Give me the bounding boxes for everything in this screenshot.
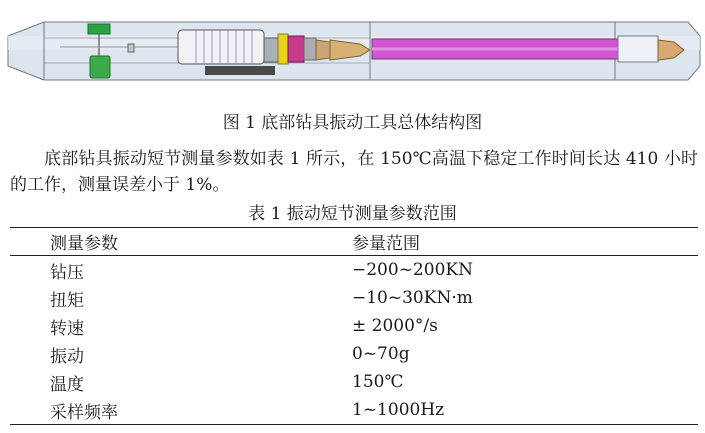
table-header-row (10, 228, 698, 256)
table-row (10, 312, 698, 340)
parameter-range: ± 2000°/s (352, 316, 438, 336)
parameter-range: 1~1000Hz (352, 400, 445, 420)
table-row (10, 396, 698, 425)
parameter-name: 扭矩 (50, 290, 84, 311)
parameter-name: 温度 (50, 374, 84, 395)
parameter-range: 0~70g (352, 344, 410, 364)
table-caption: 表 1 振动短节测量参数范围 (248, 204, 457, 224)
table-row (10, 340, 698, 368)
description-paragraph (10, 146, 698, 198)
header-range: 参量范围 (352, 234, 420, 254)
table-row (10, 368, 698, 396)
parameter-range: 150℃ (352, 372, 404, 392)
table-row (10, 284, 698, 312)
header-parameter: 测量参数 (50, 234, 118, 254)
parameter-name: 采样频率 (50, 402, 118, 423)
measurement-parameter-table (10, 227, 698, 425)
parameter-name: 钻压 (50, 262, 84, 283)
tool-structure-figure (0, 0, 705, 100)
parameter-name: 转速 (50, 318, 84, 339)
parameter-name: 振动 (50, 346, 84, 367)
parameter-range: −10~30KN·m (352, 288, 473, 308)
parameter-range: −200~200KN (352, 260, 473, 280)
table-row (10, 256, 698, 285)
paragraph-text: 底部钻具振动短节测量参数如表 1 所示，在 150℃高温下稳定工作时间长达 410 小时的工作，测量误差小于 1%。 (10, 149, 698, 195)
tool-structure-drawing (0, 0, 705, 100)
figure-caption: 图 1 底部钻具振动工具总体结构图 (222, 113, 483, 133)
